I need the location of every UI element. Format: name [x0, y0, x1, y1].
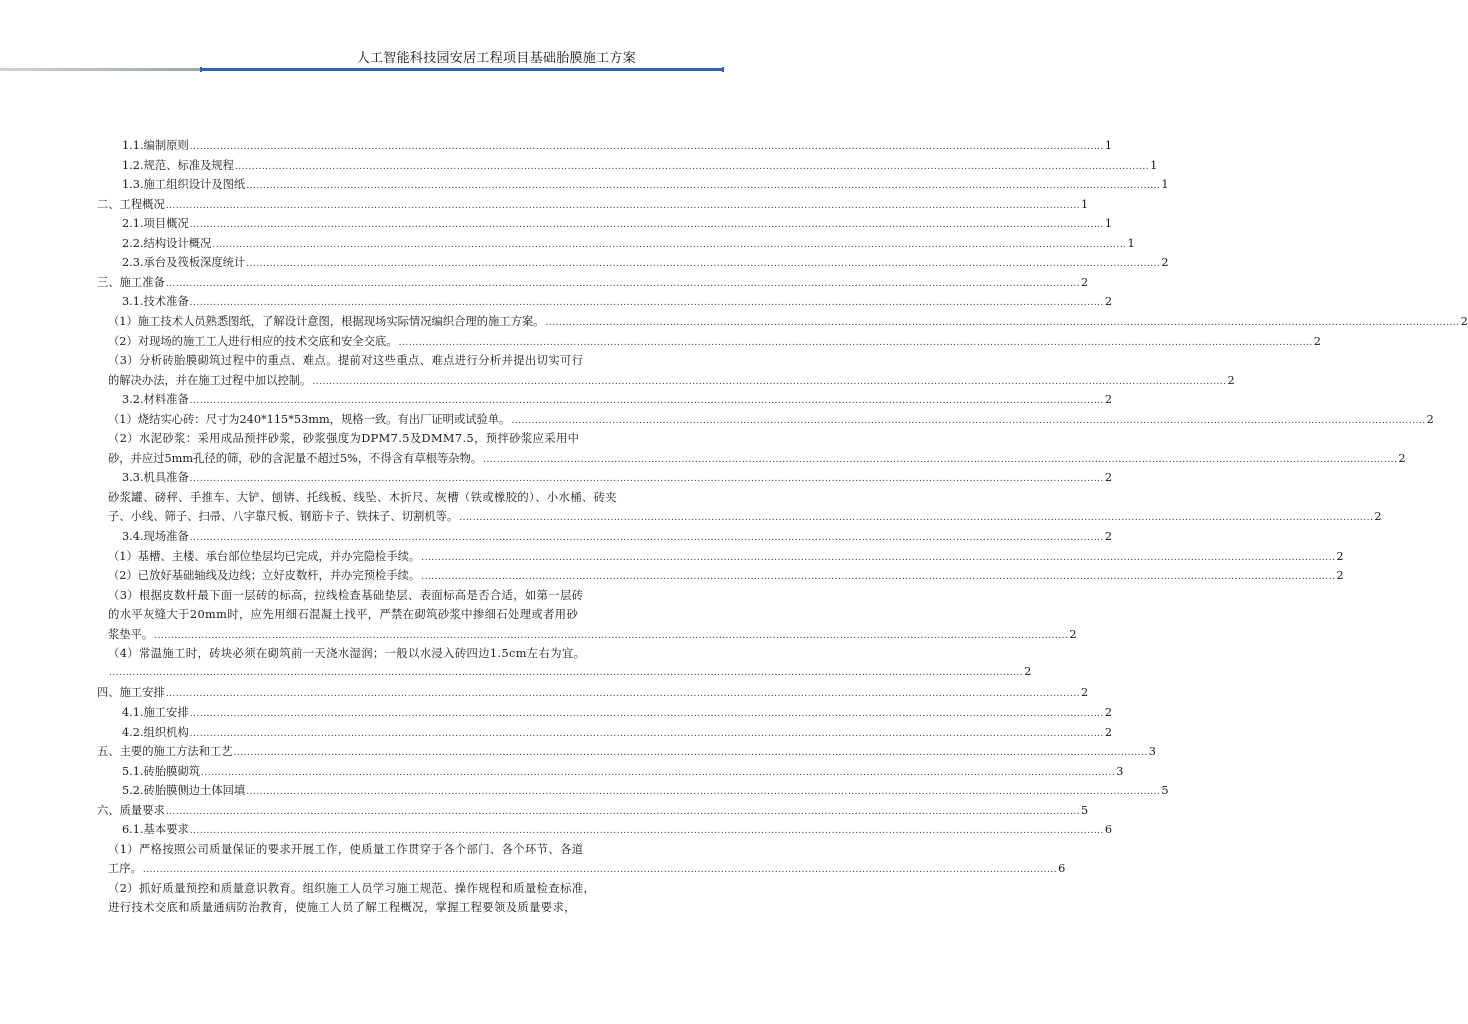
toc-entry-text: 3.1.技术准备: [122, 295, 189, 308]
toc-entry-text: 的解决办法，并在施工过程中加以控制。: [108, 374, 312, 387]
toc-leader-dots: [190, 533, 1104, 543]
toc-page-number: 2: [1460, 315, 1468, 328]
toc-entry-number: 六、: [97, 804, 120, 817]
toc-page-number: 1: [1161, 178, 1169, 191]
toc-entry-text: 砂浆罐、磅秤、手推车、大铲、刨锛、托线板、线坠、木折尺、灰槽（铁或橡胶的）、小水桶、砖夹: [108, 491, 618, 504]
toc-page-number: 2: [1104, 726, 1113, 739]
toc-leader-dots: [312, 377, 1226, 387]
toc-page-number: 2: [1161, 256, 1169, 269]
toc-leader-dots: [190, 220, 1104, 230]
toc-entry-text: （2）水泥砂浆：采用成品预拌砂浆，砂浆强度为DPM7.5及DMM7.5，预拌砂浆应采用中: [108, 432, 580, 445]
toc-entry[interactable]: [122, 782, 1169, 801]
toc-page-number: 2: [1069, 628, 1077, 641]
toc-entry[interactable]: [108, 665, 1032, 684]
toc-entry[interactable]: [97, 684, 1089, 703]
toc-leader-dots: [190, 142, 1104, 152]
toc-entry-text: 1.2.规范、标准及规程: [122, 159, 234, 172]
toc-entry-text: 3.4.现场准备: [122, 530, 189, 543]
toc-leader-dots: [235, 162, 1149, 172]
header-rule-blue: [200, 68, 724, 71]
toc-entry-text: 1.3.施工组织设计及图纸: [122, 178, 246, 191]
toc-leader-dots: [190, 298, 1104, 308]
toc-entry-text: 工序。: [108, 862, 142, 875]
toc-entry[interactable]: [108, 508, 1382, 527]
toc-entry-text: 6.1.基本要求: [122, 823, 189, 836]
toc-entry[interactable]: [122, 176, 1169, 195]
toc-entry[interactable]: [108, 333, 1321, 352]
toc-leader-dots: [166, 689, 1080, 699]
toc-page-number: 3: [1116, 765, 1124, 778]
header-rule-tick: [722, 67, 724, 72]
toc-entry[interactable]: [122, 704, 1113, 723]
toc-entry-text: 5.2.砖胎膜侧边土体回填: [122, 784, 246, 797]
toc-page-number: 2: [1426, 413, 1434, 426]
toc-leader-dots: [483, 455, 1397, 465]
toc-entry[interactable]: [97, 196, 1089, 215]
toc-entry[interactable]: [108, 450, 1406, 469]
toc-page-number: 2: [1104, 471, 1113, 484]
toc-page-number: 2: [1024, 665, 1032, 678]
toc-leader-dots: [190, 729, 1104, 739]
toc-leader-dots: [399, 338, 1313, 348]
toc-page-number: 6: [1058, 862, 1066, 875]
toc-entry-text: （1）严格按照公司质量保证的要求开展工作，使质量工作贯穿于各个部门、各个环节、各道: [108, 843, 584, 856]
toc-entry-text: 浆垫平。: [108, 628, 154, 641]
toc-entry-text: （2）对现场的施工工人进行相应的技术交底和安全交底。: [108, 335, 398, 348]
toc-entry[interactable]: [122, 469, 1113, 488]
toc-leader-dots: [190, 709, 1104, 719]
toc-entry[interactable]: [122, 137, 1113, 156]
toc-leader-dots: [545, 318, 1459, 328]
toc-entry[interactable]: [122, 821, 1113, 840]
toc-entry-text: （1）烧结实心砖：尺寸为240*115*53mm，规格一致。有出厂证明或试验单。: [108, 413, 511, 426]
toc-entry[interactable]: [108, 372, 1235, 391]
toc-leader-dots: [459, 513, 1373, 523]
toc-page-number: 2: [1104, 393, 1113, 406]
toc-leader-dots: [166, 807, 1080, 817]
toc-entry-text: 子、小线、筛子、扫帚、八字靠尺板、钢筋卡子、铁抹子、切割机等。: [108, 510, 459, 523]
toc-entry[interactable]: [108, 626, 1077, 645]
toc-leader-dots: [421, 553, 1335, 563]
toc-entry-text: 主要的施工方法和工艺: [119, 745, 233, 758]
toc-leader-dots: [511, 416, 1425, 426]
toc-entry[interactable]: [97, 743, 1156, 762]
toc-leader-dots: [166, 201, 1080, 211]
toc-page-number: 2: [1104, 295, 1113, 308]
toc-leader-dots: [143, 865, 1057, 875]
toc-entry[interactable]: [122, 763, 1124, 782]
toc-leader-dots: [190, 474, 1104, 484]
toc-leader-dots: [246, 181, 1160, 191]
toc-page-number: 6: [1104, 823, 1113, 836]
toc-leader-dots: [109, 668, 1023, 678]
toc-entry[interactable]: [108, 313, 1468, 332]
toc-leader-dots: [190, 826, 1104, 836]
toc-leader-dots: [246, 259, 1160, 269]
toc-page-number: 5: [1080, 804, 1089, 817]
toc-entry-number: 二、: [97, 198, 120, 211]
toc-entry[interactable]: [122, 215, 1113, 234]
toc-entry-text: 3.3.机具准备: [122, 471, 189, 484]
toc-entry-text: 1.1.编制原则: [122, 139, 189, 152]
toc-page-number: 3: [1148, 745, 1156, 758]
toc-entry[interactable]: [108, 567, 1344, 586]
toc-entry[interactable]: [122, 293, 1113, 312]
toc-entry[interactable]: [122, 254, 1169, 273]
toc-page-number: 2: [1336, 550, 1344, 563]
toc-entry-text: 5.1.砖胎膜砌筑: [122, 765, 201, 778]
toc-entry[interactable]: [122, 235, 1135, 254]
toc-page-number: 1: [1127, 237, 1135, 250]
header-rule-grey: [0, 68, 200, 71]
toc-page-number: 2: [1398, 452, 1406, 465]
toc-entry-text: 2.2.结构设计概况: [122, 237, 212, 250]
toc-entry-number: 四、: [97, 686, 120, 699]
toc-entry[interactable]: [97, 274, 1089, 293]
toc-page-number: 2: [1336, 569, 1344, 582]
toc-entry[interactable]: [122, 724, 1113, 743]
toc-leader-dots: [421, 572, 1335, 582]
toc-entry-text: 2.1.项目概况: [122, 217, 189, 230]
toc-entry[interactable]: [108, 411, 1434, 430]
header-rule-tick: [200, 67, 202, 72]
toc-entry-text: 3.2.材料准备: [122, 393, 189, 406]
toc-entry-text: （2）已放好基础轴线及边线；立好皮数杆，并办完预检手续。: [108, 569, 421, 582]
toc-entry-text: （2）抓好质量预控和质量意识教育。组织施工人员学习施工规范、操作规程和质量检查标准，: [108, 882, 596, 895]
toc-entry-number: 五、: [97, 745, 120, 758]
toc-leader-dots: [246, 787, 1160, 797]
toc-page-number: 2: [1080, 686, 1089, 699]
toc-entry-text: 砂，并应过5mm孔径的筛，砂的含泥量不超过5%，不得含有草根等杂物。: [108, 452, 483, 465]
toc-entry-text: （3）根据皮数杆最下面一层砖的标高，拉线检查基础垫层、表面标高是否合适，如第一层砖: [108, 589, 584, 602]
toc-entry[interactable]: [108, 548, 1344, 567]
toc-entry-text: （1）施工技术人员熟悉图纸，了解设计意图，根据现场实际情况编织合理的施工方案。: [108, 315, 545, 328]
toc-page-number: 1: [1104, 139, 1113, 152]
toc-entry-text: （1）基槽、主楼、承台部位垫层均已完成，并办完隐检手续。: [108, 550, 421, 563]
toc-entry-text: 的水平灰缝大于20mm时，应先用细石混凝土找平，严禁在砌筑砂浆中掺细石处理或者用砂: [108, 608, 579, 621]
toc-entry-text: 进行技术交底和质量通病防治教育，使施工人员了解工程概况，掌握工程要领及质量要求，: [108, 901, 576, 914]
toc-entry-text: 4.1.施工安排: [122, 706, 189, 719]
toc-page-number: 2: [1374, 510, 1382, 523]
header-rule: [0, 67, 724, 72]
toc-leader-dots: [201, 768, 1115, 778]
toc-entry[interactable]: [108, 860, 1066, 879]
toc-entry[interactable]: [122, 528, 1113, 547]
toc-page-number: 2: [1313, 335, 1321, 348]
toc-leader-dots: [212, 240, 1126, 250]
toc-entry-text: （4）常温施工时，砖块必须在砌筑前一天浇水湿润；一般以水浸入砖四边1.5cm左右为宜。: [108, 647, 586, 660]
toc-entry-text: 施工准备: [119, 276, 165, 289]
document-title: 人工智能科技园安居工程项目基础胎膜施工方案: [356, 51, 636, 66]
toc-entry[interactable]: [122, 157, 1158, 176]
toc-page-number: 2: [1227, 374, 1235, 387]
toc-page-number: 1: [1150, 159, 1158, 172]
toc-page-number: 1: [1080, 198, 1089, 211]
toc-leader-dots: [190, 396, 1104, 406]
toc-entry-text: 施工安排: [119, 686, 165, 699]
toc-leader-dots: [234, 748, 1148, 758]
toc-page-number: 2: [1104, 530, 1113, 543]
toc-entry-number: 三、: [97, 276, 120, 289]
toc-entry-text: 质量要求: [119, 804, 165, 817]
toc-entry-text: 2.3.承台及筏板深度统计: [122, 256, 246, 269]
toc-leader-dots: [154, 631, 1068, 641]
toc-entry[interactable]: [97, 802, 1089, 821]
toc-leader-dots: [166, 279, 1080, 289]
toc-page-number: 5: [1161, 784, 1169, 797]
toc-page-number: 2: [1080, 276, 1089, 289]
toc-page-number: 1: [1104, 217, 1113, 230]
toc-entry-text: 4.2.组织机构: [122, 726, 189, 739]
toc-entry-text: 工程概况: [119, 198, 165, 211]
toc-entry[interactable]: [122, 391, 1113, 410]
toc-page-number: 2: [1104, 706, 1113, 719]
toc-entry-text: （3）分析砖胎膜砌筑过程中的重点、难点。提前对这些重点、难点进行分析并提出切实可行: [108, 354, 584, 367]
